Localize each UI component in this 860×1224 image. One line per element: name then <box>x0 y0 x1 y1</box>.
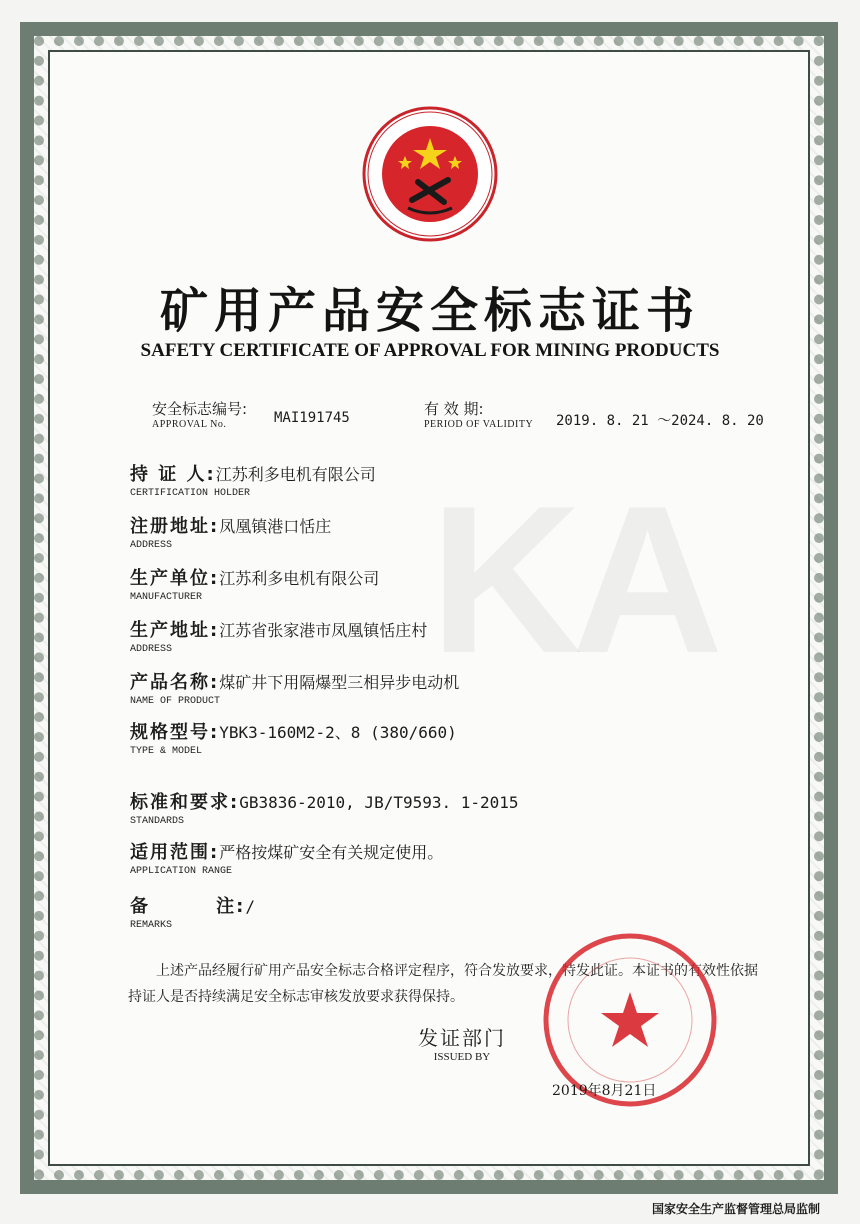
certificate-statement: 上述产品经履行矿用产品安全标志合格评定程序，符合发放要求，特发此证。本证书的有效性依据持证人是否持续满足安全标志审核发放要求获得保持。 <box>128 963 758 1005</box>
field-label-cn: 生产单位: <box>130 568 220 589</box>
approval-label <box>152 398 247 430</box>
field-value: GB3836-2010, JB/T9593. 1-2015 <box>239 793 519 812</box>
field-value: 江苏利多电机有限公司 <box>215 465 376 484</box>
field-label-cn: 备 注: <box>130 896 246 917</box>
field-label-cn: 生产地址: <box>130 620 220 641</box>
field-label-en: ADDRESS <box>130 644 173 655</box>
validity-period: 2019. 8. 21 ～2024. 8. 20 <box>556 413 764 429</box>
field-type-model <box>130 718 457 757</box>
field-label-en: ADDRESS <box>130 540 173 551</box>
title-cn: 矿用产品安全标志证书 <box>159 283 700 339</box>
approval-number: MAI191745 <box>274 410 350 426</box>
field-label-cn: 规格型号: <box>130 722 220 743</box>
field-holder <box>130 460 376 499</box>
field-label-cn: 持 证 人: <box>130 464 216 485</box>
field-value: 江苏利多电机有限公司 <box>219 569 380 588</box>
field-product-name <box>130 668 459 707</box>
issued-by <box>418 1022 506 1063</box>
validity-label-en: PERIOD OF VALIDITY <box>424 419 534 430</box>
field-label-en: TYPE & MODEL <box>130 746 203 757</box>
field-value: 煤矿井下用隔爆型三相异步电动机 <box>219 673 460 692</box>
field-label-en: NAME OF PRODUCT <box>130 696 221 707</box>
field-production-address <box>130 616 427 655</box>
field-value: 江苏省张家港市凤凰镇恬庄村 <box>219 621 428 640</box>
field-remarks <box>130 892 255 931</box>
approval-label-en: APPROVAL No. <box>152 419 227 430</box>
field-manufacturer <box>130 564 379 603</box>
field-label-en: REMARKS <box>130 920 173 931</box>
field-value: YBK3-160M2-2、8 (380/660) <box>219 723 457 742</box>
field-label-en: MANUFACTURER <box>130 592 203 603</box>
field-application-range <box>130 838 443 877</box>
issued-by-en: ISSUED BY <box>433 1051 491 1063</box>
field-value: 严格按煤矿安全有关规定使用。 <box>219 843 444 862</box>
field-label-en: CERTIFICATION HOLDER <box>130 488 251 499</box>
issue-date: 2019年8月21日 <box>552 1083 657 1099</box>
field-label-cn: 适用范围: <box>130 842 220 863</box>
field-value: / <box>245 897 255 916</box>
field-label-cn: 注册地址: <box>130 516 220 537</box>
title-en: SAFETY CERTIFICATE OF APPROVAL FOR MINING PRODUCTS <box>140 340 720 361</box>
field-registered-address <box>130 512 331 551</box>
field-label-cn: 产品名称: <box>130 672 220 693</box>
footer-supervisor: 国家安全生产监督管理总局监制 <box>651 1202 820 1216</box>
field-label-en: APPLICATION RANGE <box>130 866 233 877</box>
field-label-cn: 标准和要求: <box>130 792 240 813</box>
watermark-logo: KA <box>430 462 714 697</box>
field-value: 凤凰镇港口恬庄 <box>219 517 332 536</box>
state-emblem-icon <box>360 104 500 244</box>
validity-label-cn: 有 效 期: <box>424 400 484 418</box>
validity-label <box>424 398 533 430</box>
field-standards <box>130 788 519 827</box>
approval-label-cn: 安全标志编号: <box>152 400 248 418</box>
issued-by-cn: 发证部门 <box>418 1026 506 1050</box>
field-label-en: STANDARDS <box>130 816 185 827</box>
